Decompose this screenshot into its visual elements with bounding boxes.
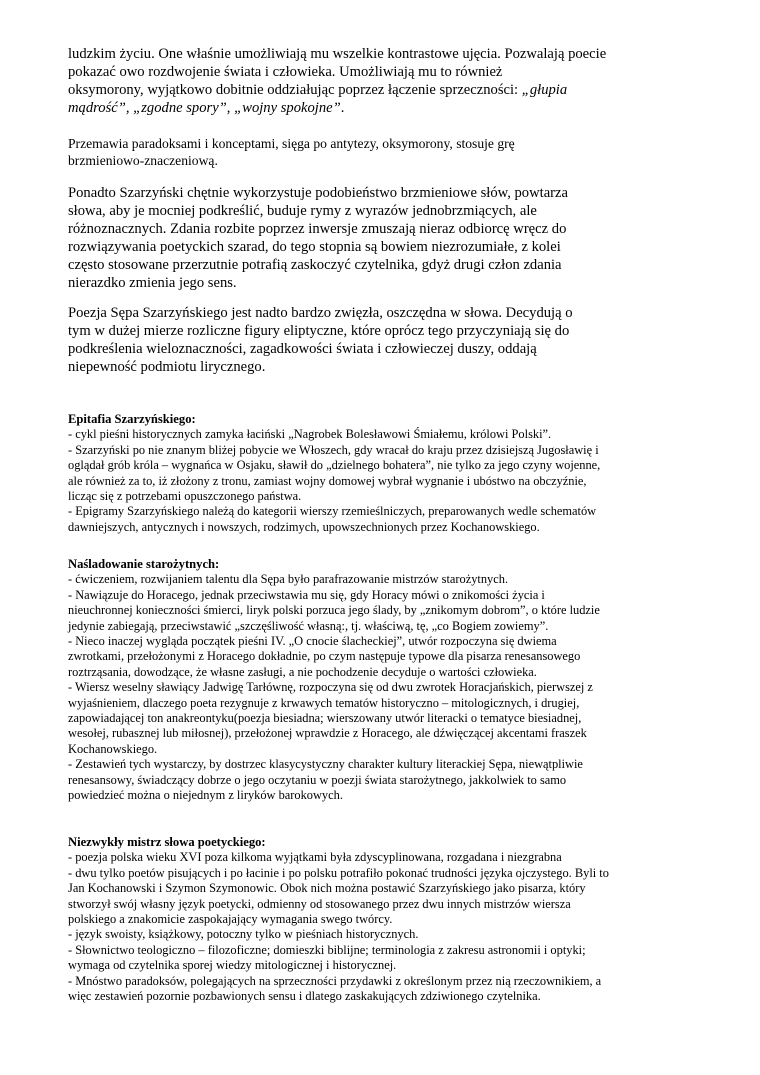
text-line: tym w dużej mierze rozliczne figury eliptyczne, które oprócz tego przyczyniają się do	[68, 323, 570, 340]
text-line: Poezja Sępa Szarzyńskiego jest nadto bardzo zwięzła, oszczędna w słowa. Decydują o	[68, 305, 573, 321]
text-line: zapowiadającej ton anakreontyku(poezja biesiadna; wierszowany utwór literacki o tematyce biesiadnej,	[68, 711, 582, 726]
list-item: - Nieco inaczej wygląda początek pieśni IV. „O cnocie ślacheckiej”, utwór rozpoczyna się dwiema	[68, 634, 557, 649]
text-line	[68, 99, 687, 117]
text-line: wyjaśnieniem, dlaczego poeta rezygnuje z krwawych tematów historyczno – mitologicznych, i drugiej,	[68, 695, 580, 710]
text-line	[68, 81, 687, 99]
text-line: Jan Kochanowski i Szymon Szymonowic. Obok nich można postawić Szarzyńskiego jako pisarza, który	[68, 881, 586, 896]
list-item: - cykl pieśni historycznych zamyka łaciński „Nagrobek Bolesławowi Śmiałemu, królowi Polski”.	[68, 427, 552, 442]
list-item: - Epigramy Szarzyńskiego należą do kategorii wierszy rzemieślniczych, preparowanych wedle schematów	[68, 504, 597, 519]
text-line: ale również za to, iż złożony z tronu, zamiast wojny domowej wybrał wygnanie i ubóstwo na obczyźnie,	[68, 473, 587, 488]
text-line: różnoznacznych. Zdania rozbite poprzez inwersje zmuszają nieraz odbiorcę wręcz do	[68, 221, 567, 238]
text-line: wesołej, rubasznej lub miłosnej), przełożonej wprawdzie z Horacego, ale dźwięczącej akcentami fraszek	[68, 726, 587, 741]
text-span: oksymorony, wyjątkowo dobitnie oddziałując poprzez łączenie sprzeczności:	[68, 82, 519, 99]
section-heading: Niezwykły mistrz słowa poetyckiego:	[68, 835, 266, 849]
text-line: stworzył swój własny język poetycki, odmienny od stosowanego przez dwu innych mistrzów wiersza	[68, 896, 571, 911]
text-line: polskiego a znakomicie zaspokajający wymagania swego twórcy.	[68, 912, 393, 927]
text-line: często stosowane przerzutnie potrafią zaskoczyć czytelnika, gdyż drugi człon zdania	[68, 257, 562, 274]
text-line: oglądał grób króla – wygnańca w Osjaku, sławił do „dzielnego bohatera”, nie tylko za jego czyny wojenne,	[68, 458, 601, 473]
list-item: - język swoisty, książkowy, potoczny tylko w pieśniach historycznych.	[68, 927, 419, 942]
intro-paragraph-3	[68, 184, 687, 293]
list-item: - Mnóstwo paradoksów, polegających na sprzeczności przydawki z określonym przez nią rzeczownikiem, a	[68, 973, 602, 988]
intro-paragraph-1	[68, 45, 687, 117]
section-heading: Epitafia Szarzyńskiego:	[68, 412, 196, 426]
text-line: słowa, aby je mocniej podkreślić, buduje rymy z wyrazów jednobrzmiących, ale	[68, 203, 537, 220]
quoted-phrase: „głupia	[521, 82, 568, 99]
text-line: Kochanowskiego.	[68, 741, 158, 756]
list-item: - poezja polska wieku XVI poza kilkoma wyjątkami była zdyscyplinowana, rozgadana i niezgrabna	[68, 850, 562, 865]
text-line: rozwiązywania poetyckich szarad, do tego stopnia są bowiem niezrozumiałe, z kolei	[68, 239, 561, 256]
text-line: ludzkim życiu. One właśnie umożliwiają mu wszelkie kontrastowe ujęcia. Pozwalają poecie	[68, 46, 607, 62]
text-line: nieuchronnej konieczności śmierci, liryk polski porzuca jego ślady, by „znikomym dobrom”, o które ludzie	[68, 603, 600, 618]
quoted-phrase: mądrość”, „zgodne spory”, „wojny spokojne”	[68, 100, 341, 117]
text-line: licząc się z potrzebami opuszczonego państwa.	[68, 489, 302, 504]
text-line: wymaga od czytelnika sporej wiedzy mitologicznej i historycznej.	[68, 958, 397, 973]
text-line: brzmieniowo-znaczeniową.	[68, 153, 218, 168]
list-item: - dwu tylko poetów pisujących i po łacinie i po polsku potrafiło pokonać trudności języka ojczystego. Byli to	[68, 865, 609, 880]
intro-paragraph-4	[68, 304, 687, 376]
section-mistrz	[68, 835, 687, 1004]
intro-paragraph-2	[68, 135, 687, 169]
text-line: zwrotkami, przełożonymi z Horacego dokładnie, po czym następuje typowe dla pisarza renesansowego	[68, 649, 581, 664]
text-line: podkreślenia wieloznaczności, zagadkowości świata i człowieczej duszy, oddają	[68, 341, 537, 358]
text-line: roztrząsania, dowodzące, że własne zasługi, a nie pochodzenie decyduje o wartości człowieka.	[68, 664, 537, 679]
text-line: jedynie zabiegają, przeciwstawić „szczęśliwość własną:, tj. właściwą, tę, „co Bogiem zowiemy”.	[68, 618, 549, 633]
text-line: Przemawia paradoksami i konceptami, sięga po antytezy, oksymorony, stosuje grę	[68, 136, 515, 151]
list-item: - Nawiązuje do Horacego, jednak przeciwstawia mu się, gdy Horacy mówi o znikomości życia i	[68, 587, 545, 602]
section-heading: Naśladowanie starożytnych:	[68, 557, 220, 571]
list-item: - Szarzyński po nie znanym bliżej pobycie we Włoszech, gdy wracał do kraju przez dzisiejszą Jugosławię i	[68, 442, 599, 457]
section-nasladowanie	[68, 557, 687, 804]
text-line: nierazdko zmienia jego sens.	[68, 275, 237, 292]
text-line: niepewność podmiotu lirycznego.	[68, 359, 266, 376]
text-line: dawniejszych, antycznych i nowszych, rodzimych, upowszechnionych przez Kochanowskiego.	[68, 519, 540, 534]
section-epitafia	[68, 412, 687, 535]
text-span: .	[340, 100, 345, 117]
list-item: - Wiersz weselny sławiący Jadwigę Tarłównę, rozpoczyna się od dwu zwrotek Horacjańskich, pierwszej z	[68, 680, 593, 695]
text-line: pokazać owo rozdwojenie świata i człowieka. Umożliwiają mu to również	[68, 64, 503, 81]
list-item: - Zestawień tych wystarczy, by dostrzec klasycystyczny charakter kultury literackiej Sępa, niewątpliwie	[68, 757, 583, 772]
list-item: - Słownictwo teologiczno – filozoficzne; domieszki biblijne; terminologia z zakresu astronomii i optyki;	[68, 942, 586, 957]
text-line: renesansowy, świadczący dobrze o jego oczytaniu w poezji świata starożytnego, jakkolwiek to samo	[68, 772, 567, 787]
text-line: powiedzieć można o niejednym z liryków barokowych.	[68, 788, 343, 803]
text-line: więc zestawień pozornie pozbawionych sensu i dlatego zaskakujących zdziwionego czytelnika.	[68, 989, 541, 1004]
text-line: Ponadto Szarzyński chętnie wykorzystuje podobieństwo brzmieniowe słów, powtarza	[68, 185, 568, 201]
list-item: - ćwiczeniem, rozwijaniem talentu dla Sępa było parafrazowanie mistrzów starożytnych.	[68, 572, 509, 587]
